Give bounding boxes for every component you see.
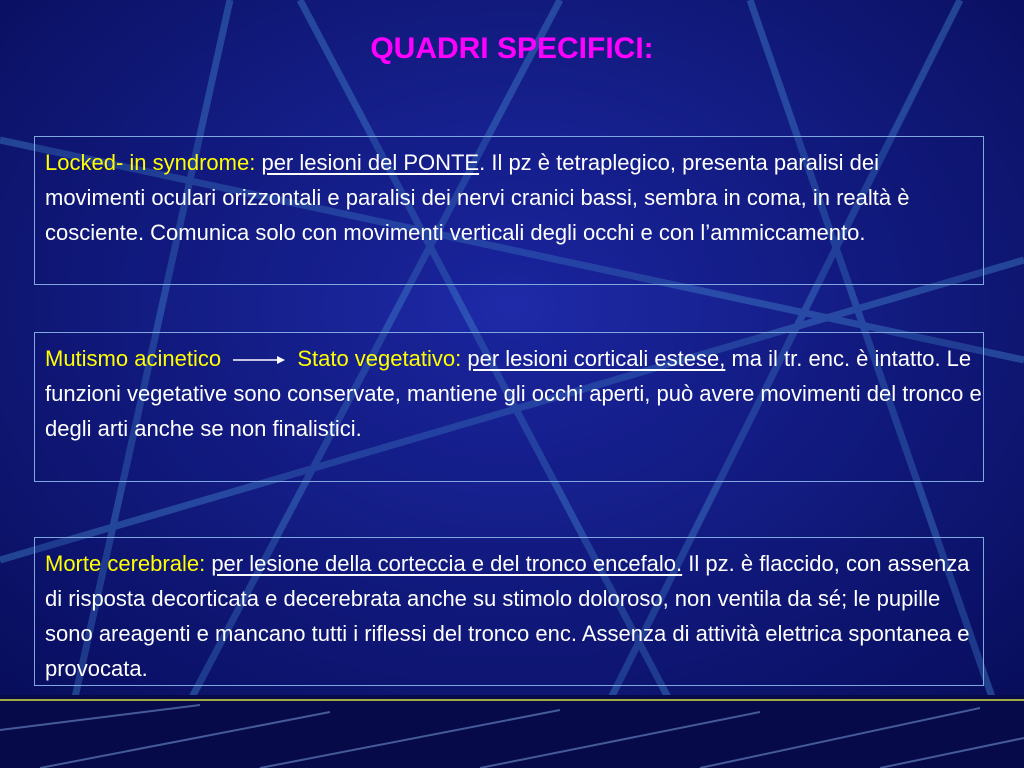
locked-in-syndrome-box — [34, 136, 984, 285]
box-label: Mutismo acinetico — [45, 346, 222, 371]
stato-vegetativo-box — [34, 332, 984, 482]
box-text: Il pz. è flaccido, con assenza di risposta decorticata e decerebrata anche su stimolo doloroso, non ventila da sé; le pupille sono areagenti e mancano tutti i riflessi del tronco enc. Assenza di attività elettrica spontanea e provocata. — [45, 551, 970, 681]
right-arrow-icon — [233, 354, 285, 366]
box-underlined-text: per lesioni corticali estese, — [467, 346, 726, 371]
box-underlined-text: per lesioni del PONTE — [261, 150, 480, 175]
box-text: ma il tr. enc. è intatto. Le funzioni vegetative sono conservate, mantiene gli occhi aperti, può avere movimenti del tronco e degli arti anche se non finalistici. — [45, 346, 982, 441]
box-label-2: Stato vegetativo: — [297, 346, 462, 371]
box-label: Locked- in syndrome: — [45, 150, 256, 175]
box-underlined-text: per lesione della corteccia e del tronco encefalo. — [211, 551, 683, 576]
page-title: QUADRI SPECIFICI: — [370, 32, 654, 65]
box-text: . Il pz è tetraplegico, presenta paralisi dei movimenti oculari orizzontali e paralisi dei nervi cranici bassi, sembra in coma, in realtà è cosciente. Comunica solo con movimenti verticali degli occhi e con l’ammiccamento. — [45, 150, 910, 245]
box-label: Morte cerebrale: — [45, 551, 206, 576]
morte-cerebrale-box — [34, 537, 984, 686]
